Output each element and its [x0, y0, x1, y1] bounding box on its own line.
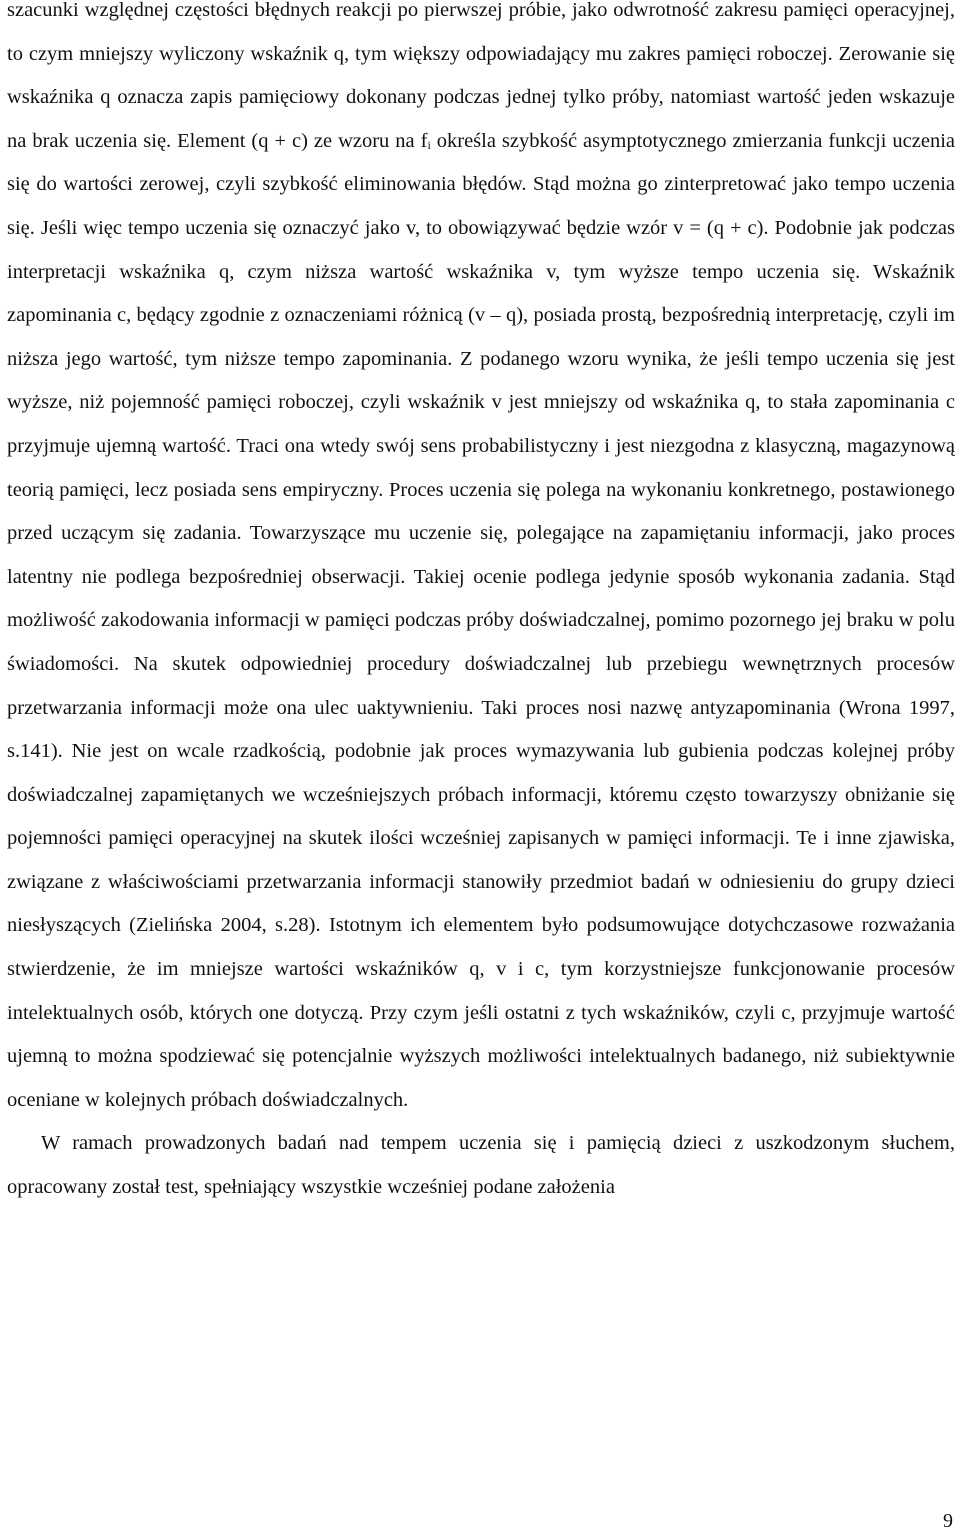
page-number: 9	[943, 1510, 953, 1532]
body-paragraph	[7, 0, 955, 1122]
body-paragraph-second: W ramach prowadzonych badań nad tempem uczenia się i pamięcią dzieci z uszkodzonym słuchem, opracowany został test, spełniający wszystkie wcześniej podane założenia	[7, 1132, 955, 1199]
paragraph-text-start: szacunki względnej częstości błędnych reakcji po pierwszej próbie, jako odwrotność zakresu pamięci operacyjnej, to czym mniejszy wyliczony wskaźnik q, tym większy odpowiadający mu zakres pamięci roboczej. Zerowanie się wskaźnika q oznacza zapis pamięciowy dokonany podczas jednej tylko próby, natomiast wartość jeden wskazuje na brak uczenia się. Element (q + c) ze wzoru na f	[7, 0, 955, 152]
document-page	[7, 0, 955, 1210]
subscript-index: i	[427, 137, 431, 152]
paragraph-text-rest: określa szybkość asymptotycznego zmierzania funkcji uczenia się do wartości zerowej, czyli szybkość eliminowania błędów. Stąd można go zinterpretować jako tempo uczenia się. Jeśli więc tempo uczenia się oznaczyć jako v, to obowiązywać będzie wzór v = (q + c). Podobnie jak podczas interpretacji wskaźnika q, czym niższa wartość wskaźnika v, tym wyższe tempo uczenia się. Wskaźnik zapominania c, będący zgodnie z oznaczeniami różnicą (v – q), posiada prostą, bezpośrednią interpretację, czyli im niższa jego wartość, tym niższe tempo zapominania. Z podanego wzoru wynika, że jeśli tempo uczenia się jest wyższe, niż pojemność pamięci roboczej, czyli wskaźnik v jest mniejszy od wskaźnika q, to stała zapominania c przyjmuje ujemną wartość. Traci ona wtedy swój sens probabilistyczny i jest niezgodna z klasyczną, magazynową teorią pamięci, lecz posiada sens empiryczny. Proces uczenia się polega na wykonaniu konkretnego, postawionego przed uczącym się zadania. Towarzyszące mu uczenie się, polegające na zapamiętaniu informacji, jako proces latentny nie podlega bezpośredniej obserwacji. Takiej ocenie podlega jedynie sposób wykonania zadania. Stąd możliwość zakodowania informacji w pamięci podczas próby doświadczalnej, pomimo pozornego jej braku w polu świadomości. Na skutek odpowiedniej procedury doświadczalnej lub przebiegu wewnętrznych procesów przetwarzania informacji może ona ulec uaktywnieniu. Taki proces nosi nazwę antyzapominania (Wrona 1997, s.141). Nie jest on wcale rzadkością, podobnie jak proces wymazywania lub gubienia podczas kolejnej próby doświadczalnej zapamiętanych we wcześniejszych próbach informacji, któremu często towarzyszy obniżanie się pojemności pamięci operacyjnej na skutek ilości wcześniej zapisanych w pamięci informacji. Te i inne zjawiska, związane z właściwościami przetwarzania informacji stanowiły przedmiot badań w odniesieniu do grupy dzieci niesłyszących (Zielińska 2004, s.28). Istotnym ich elementem było podsumowujące dotychczasowe rozważania stwierdzenie, że im mniejsze wartości wskaźników q, v i c, tym korzystniejsze funkcjonowanie procesów intelektualnych osób, których one dotyczą. Przy czym jeśli ostatni z tych wskaźników, czyli c, przyjmuje wartość ujemną to można spodziewać się potencjalnie wyższych możliwości intelektualnych badanego, niż subiektywnie oceniane w kolejnych próbach doświadczalnych.	[7, 129, 955, 1111]
